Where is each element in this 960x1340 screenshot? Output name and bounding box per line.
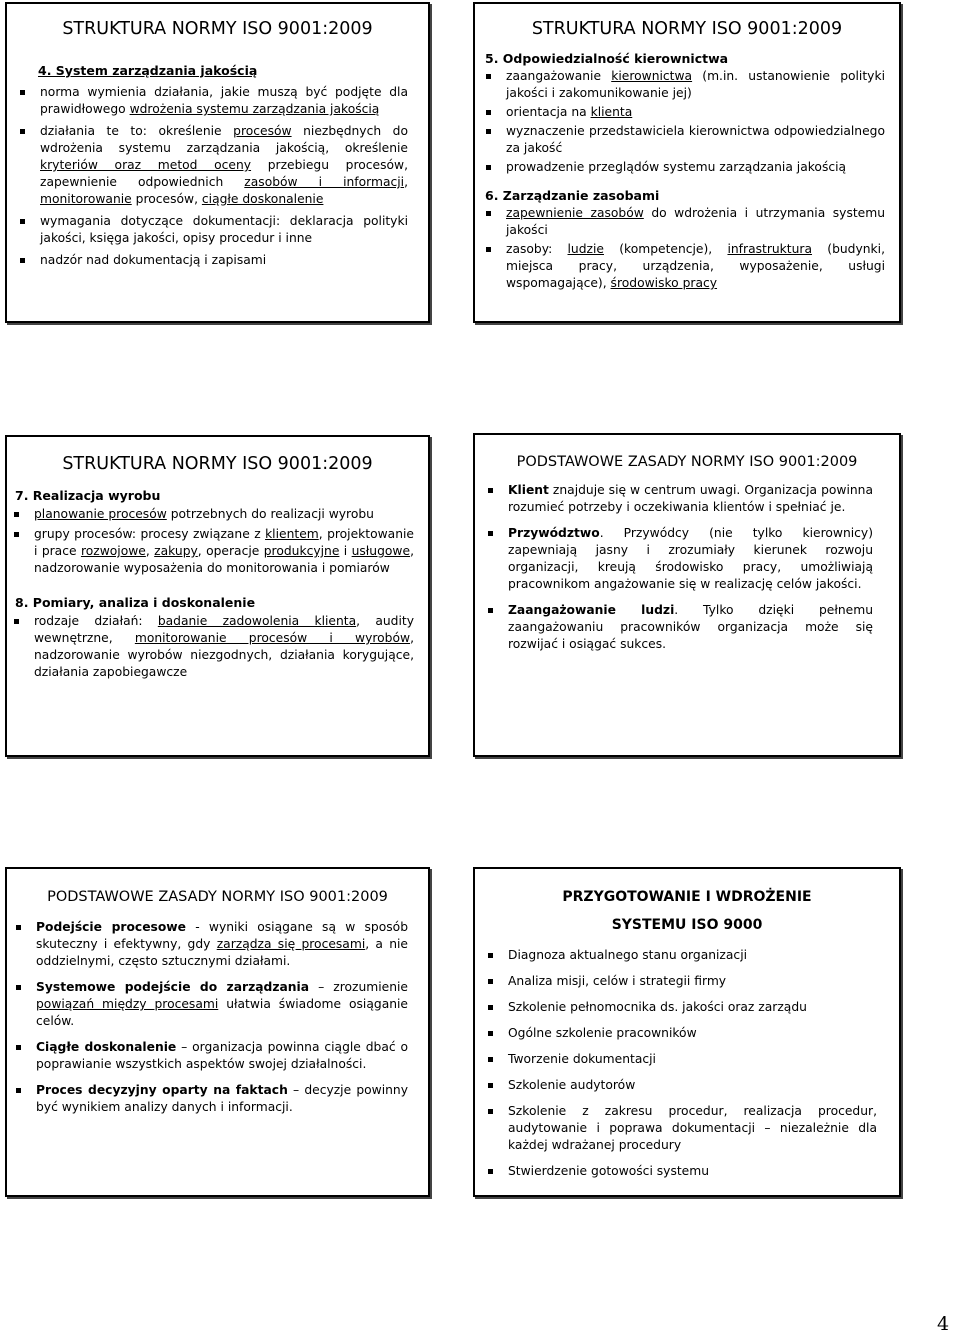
section-heading: 6. Zarządzanie zasobami [485,188,660,203]
bullet-list [481,205,885,292]
slide-title: STRUKTURA NORMY ISO 9001:2009 [531,19,843,39]
slide-implementation [473,867,901,1197]
list-item: Szkolenie audytorów [483,1077,877,1094]
list-item: działania te to: określenie procesów niezbędnych do wdrożenia systemu zarządzania jakością, określenie kryteriów oraz metod oceny przebiegu procesów, zapewnienie odpowiednich zasobów i informacji, monitorowanie procesów, ciągłe doskonalenie [15,123,408,208]
list-item: Przywództwo. Przywódcy (nie tylko kierownicy) zapewniają jasny i zrozumiały kierunek rozwoju organizacji, kreują środowisko pracy, umożliwiają pracownikom angażowanie się w realizację celów jakości. [483,525,873,593]
list-item: prowadzenie przeglądów systemu zarządzania jakością [481,159,885,176]
list-item: Ciągłe doskonalenie – organizacja powinna ciągle dbać o poprawianie wszystkich aspektów swojej działalności. [11,1039,408,1073]
list-item: wyznaczenie przedstawiciela kierownictwa odpowiedzialnego za jakość [481,123,885,157]
bullet-list [483,947,877,1180]
list-item: Tworzenie dokumentacji [483,1051,877,1068]
list-item: Szkolenie z zakresu procedur, realizacja procedur, audytowanie i poprawa dokumentacji – niezależnie dla każdej wdrażanej procedury [483,1103,877,1154]
list-item: Klient znajduje się w centrum uwagi. Organizacja powinna rozumieć potrzeby i oczekiwania klientów i spełniać je. [483,482,873,516]
slide-title: PODSTAWOWE ZASADY NORMY ISO 9001:2009 [516,454,858,470]
slide-principles-2 [5,867,430,1197]
list-item: wymagania dotyczące dokumentacji: deklaracja polityki jakości, księga jakości, opisy procedur i inne [15,213,408,247]
list-item: nadzór nad dokumentacją i zapisami [15,252,408,269]
list-item: Szkolenie pełnomocnika ds. jakości oraz zarządu [483,999,877,1016]
bullet-list [15,84,408,269]
slide-principles-1 [473,433,901,757]
list-item: orientacja na klienta [481,104,885,121]
slide-title-line: PRZYGOTOWANIE I WDROŻENIE [562,889,812,905]
slide-title-line: SYSTEMU ISO 9000 [611,917,763,933]
bullet-list [9,506,414,577]
list-item: zapewnienie zasobów do wdrożenia i utrzymania systemu jakości [481,205,885,239]
section-heading: 5. Odpowiedzialność kierownictwa [485,51,729,66]
slide-title: STRUKTURA NORMY ISO 9001:2009 [62,19,373,39]
list-item: Proces decyzyjny oparty na faktach – decyzje powinny być wynikiem analizy danych i informacji. [11,1082,408,1116]
slide-structure-5-6 [473,2,901,323]
list-item: planowanie procesów potrzebnych do realizacji wyrobu [9,506,414,523]
section-heading: 8. Pomiary, analiza i doskonalenie [15,595,256,610]
list-item: norma wymienia działania, jakie muszą być podjęte dla prawidłowego wdrożenia systemu zarządzania jakością [15,84,408,118]
list-item: Analiza misji, celów i strategii firmy [483,973,877,990]
page-number: 4 [937,1313,950,1335]
list-item: rodzaje działań: badanie zadowolenia klienta, audity wewnętrzne, monitorowanie procesów i wyrobów, nadzorowanie wyrobów niezgodnych, działania korygujące, działania zapobiegawcze [9,613,414,681]
list-item: zaangażowanie kierownictwa (m.in. ustanowienie polityki jakości i zakomunikowanie jej) [481,68,885,102]
list-item: Zaangażowanie ludzi. Tylko dzięki pełnemu zaangażowaniu pracowników organizacja może się rozwijać i osiągać sukces. [483,602,873,653]
slide-structure-4 [5,2,430,323]
slide-title: PODSTAWOWE ZASADY NORMY ISO 9001:2009 [47,889,388,905]
section-heading: 7. Realizacja wyrobu [15,488,161,503]
section-heading: 4. System zarządzania jakością [38,63,258,78]
slide-structure-7-8 [5,435,430,757]
list-item: Stwierdzenie gotowości systemu [483,1163,877,1180]
bullet-list [483,482,873,653]
list-item: Podejście procesowe - wyniki osiągane są w sposób skuteczny i efektywny, gdy zarządza się procesami, a nie oddzielnymi, często sztucznymi działami. [11,919,408,970]
slide-title [475,883,899,939]
slide-title: STRUKTURA NORMY ISO 9001:2009 [62,454,373,474]
bullet-list [11,919,408,1116]
list-item: zasoby: ludzie (kompetencje), infrastruktura (budynki, miejsca pracy, urządzenia, wyposażenie, usługi wspomagające), środowisko pracy [481,241,885,292]
list-item: Diagnoza aktualnego stanu organizacji [483,947,877,964]
bullet-list [481,68,885,176]
list-item: grupy procesów: procesy związane z klientem, projektowanie i prace rozwojowe, zakupy, operacje produkcyjne i usługowe, nadzorowanie wyposażenia do monitorowania i pomiarów [9,526,414,577]
bullet-list [9,613,414,681]
list-item: Ogólne szkolenie pracowników [483,1025,877,1042]
list-item: Systemowe podejście do zarządzania – zrozumienie powiązań między procesami ułatwia świadome osiąganie celów. [11,979,408,1030]
